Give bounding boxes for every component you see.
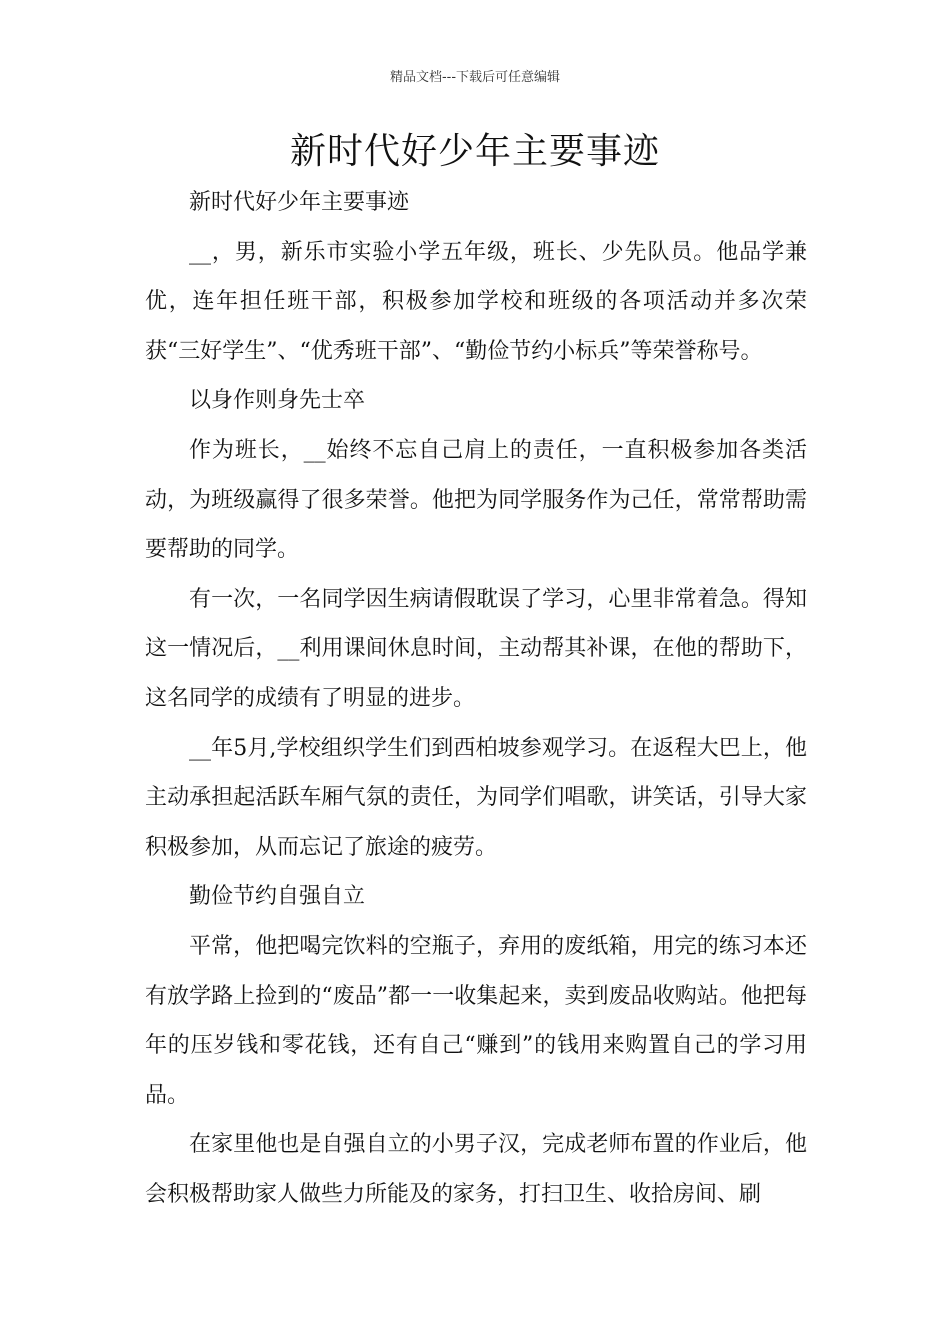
body-paragraph: 有一次，一名同学因生病请假耽误了学习，心里非常着急。得知这一情况后，__利用课间休息时间，主动帮其补课，在他的帮助下，这名同学的成绩有了明显的进步。: [145, 586, 807, 711]
body-paragraph: __年5月,学校组织学生们到西柏坡参观学习。在返程大巴上，他主动承担起活跃车厢气氛的责任，为同学们唱歌，讲笑话，引导大家积极参加，从而忘记了旅途的疲劳。: [145, 735, 807, 860]
page-header: 精品文档---下载后可任意编辑: [389, 70, 561, 85]
subtitle-paragraph: 新时代好少年主要事迹: [189, 190, 410, 215]
body-paragraph: 平常，他把喝完饮料的空瓶子，弃用的废纸箱，用完的练习本还有放学路上捡到的“废品”都一一收集起来，卖到废品收购站。他把每年的压岁钱和零花钱，还有自己“赚到”的钱用来购置自己的学习用品。: [145, 933, 807, 1108]
body-paragraph: 作为班长，__始终不忘自己肩上的责任，一直积极参加各类活动，为班级赢得了很多荣誉。他把为同学服务作为己任，常常帮助需要帮助的同学。: [145, 437, 807, 563]
section-heading: 以身作则身先士卒: [189, 388, 366, 414]
body-paragraph: 在家里他也是自强自立的小男子汉，完成老师布置的作业后，他会积极帮助家人做些力所能及的家务，打扫卫生、收拾房间、刷: [145, 1132, 807, 1207]
section-heading: 勤俭节约自强自立: [189, 884, 366, 910]
intro-paragraph: __，男，新乐市实验小学五年级，班长、少先队员。他品学兼优，连年担任班干部，积极参加学校和班级的各项活动并多次荣获“三好学生”、“优秀班干部”、“勤俭节约小标兵”等荣誉称号。: [145, 239, 807, 364]
document-title: 新时代好少年主要事迹: [289, 131, 660, 172]
document-body: [145, 178, 807, 1219]
